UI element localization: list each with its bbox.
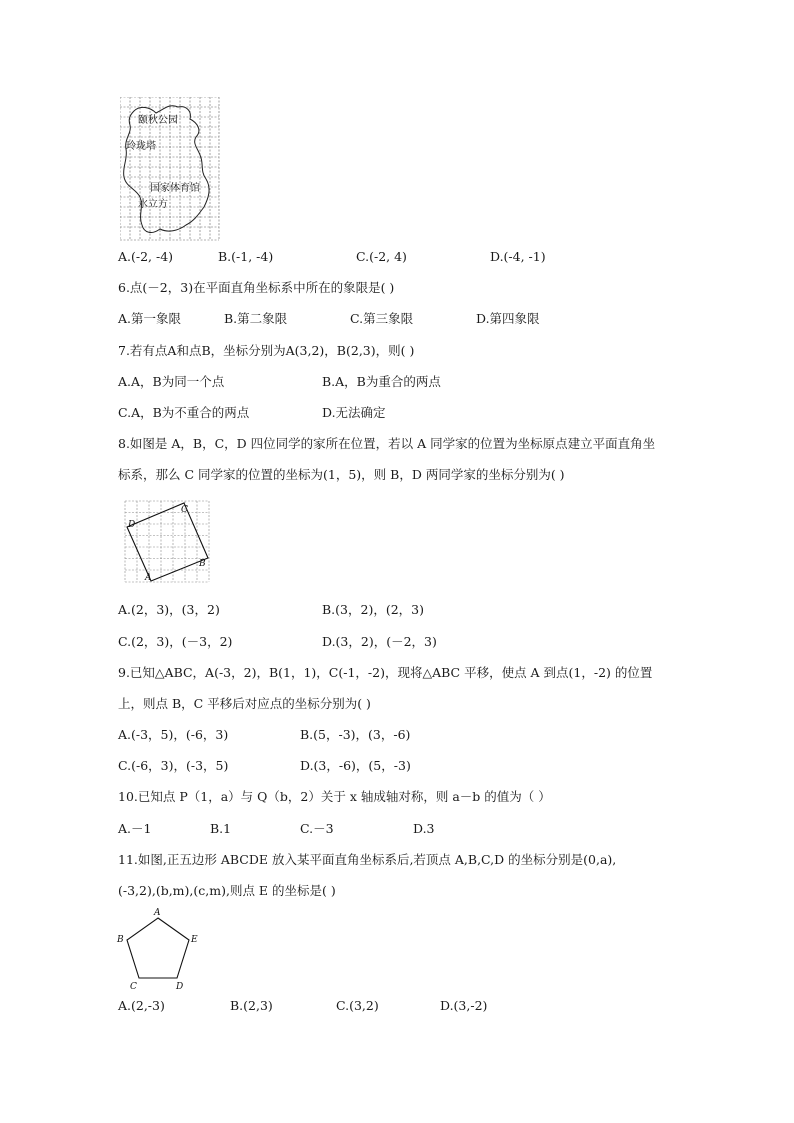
q10-option-a[interactable]: A.－1 xyxy=(118,821,152,836)
q8-label-b: B xyxy=(199,559,206,569)
q10-option-b[interactable]: B.1 xyxy=(210,821,232,836)
q11-label-a: A xyxy=(154,908,161,918)
q11-label-c: C xyxy=(130,982,137,992)
map-label-stadium: 国家体育馆 xyxy=(150,183,200,194)
q9-option-d[interactable]: D.(3，-6)，(5，-3) xyxy=(300,758,411,773)
q6-option-b[interactable]: B.第二象限 xyxy=(224,311,288,326)
q11-label-b: B xyxy=(117,935,124,945)
q6-stem: 6.点(－2，3)在平面直角坐标系中所在的象限是( ) xyxy=(118,280,395,295)
q8-label-d: D xyxy=(128,520,136,530)
q8-option-a[interactable]: A.(2，3)，(3，2) xyxy=(118,602,220,617)
q8-option-d[interactable]: D.(3，2)，(－2，3) xyxy=(322,634,437,649)
q7-stem: 7.若有点A和点B，坐标分别为A(3,2)，B(2,3)，则( ) xyxy=(118,343,415,358)
q11-label-e: E xyxy=(191,935,198,945)
q11-stem-line1: 11.如图,正五边形 ABCDE 放入某平面直角坐标系后,若顶点 A,B,C,D 的坐标分别是(0,a), xyxy=(118,852,617,867)
q5-option-c[interactable]: C.(-2, 4) xyxy=(356,249,407,264)
q7-option-b[interactable]: B.A，B为重合的两点 xyxy=(322,374,441,389)
q10-option-c[interactable]: C.－3 xyxy=(300,821,334,836)
q8-option-c[interactable]: C.(2，3)，(－3，2) xyxy=(118,634,233,649)
q10-stem: 10.已知点 P（1，a）与 Q（b，2）关于 x 轴成轴对称，则 a－b 的值为（ ） xyxy=(118,789,551,804)
q7-option-d[interactable]: D.无法确定 xyxy=(322,405,386,420)
q8-option-b[interactable]: B.(3，2)，(2，3) xyxy=(322,602,424,617)
q11-pentagon-figure xyxy=(114,906,204,992)
map-label-park: 颐秋公园 xyxy=(138,115,178,126)
park-map-figure xyxy=(120,97,220,241)
q9-stem-line2: 上，则点 B，C 平移后对应点的坐标分别为( ) xyxy=(118,696,371,711)
q8-label-c: C xyxy=(181,505,188,515)
q10-option-d[interactable]: D.3 xyxy=(413,821,435,836)
q11-option-d[interactable]: D.(3,-2) xyxy=(440,998,488,1013)
q6-option-d[interactable]: D.第四象限 xyxy=(476,311,540,326)
q7-option-a[interactable]: A.A，B为同一个点 xyxy=(118,374,225,389)
q11-option-c[interactable]: C.(3,2) xyxy=(336,998,379,1013)
q11-label-d: D xyxy=(176,982,184,992)
q9-option-b[interactable]: B.(5，-3)，(3，-6) xyxy=(300,727,411,742)
map-label-watercube: 水立方 xyxy=(138,199,168,210)
q9-stem-line1: 9.已知△ABC，A(-3，2)，B(1，1)，C(-1，-2)，现将△ABC 平移，使点 A 到点(1，-2) 的位置 xyxy=(118,665,653,680)
q7-option-c[interactable]: C.A，B为不重合的两点 xyxy=(118,405,250,420)
map-label-tower: 玲珑塔 xyxy=(126,141,156,152)
q11-stem-line2: (-3,2),(b,m),(c,m),则点 E 的坐标是( ) xyxy=(118,883,336,898)
q11-option-b[interactable]: B.(2,3) xyxy=(230,998,273,1013)
q9-option-a[interactable]: A.(-3，5)，(-6，3) xyxy=(118,727,229,742)
q6-option-a[interactable]: A.第一象限 xyxy=(118,311,182,326)
q5-option-b[interactable]: B.(-1, -4) xyxy=(218,249,274,264)
q8-stem-line1: 8.如图是 A，B，C，D 四位同学的家所在位置，若以 A 同学家的位置为坐标原点建立平面直角坐 xyxy=(118,436,656,451)
q9-option-c[interactable]: C.(-6，3)，(-3，5) xyxy=(118,758,229,773)
q8-label-a: A xyxy=(145,573,152,583)
q8-stem-line2: 标系，那么 C 同学家的位置的坐标为(1，5)，则 B，D 两同学家的坐标分别为( ) xyxy=(118,467,565,482)
q8-grid-figure xyxy=(124,500,214,584)
q11-option-a[interactable]: A.(2,-3) xyxy=(118,998,165,1013)
q5-option-a[interactable]: A.(-2, -4) xyxy=(118,249,174,264)
q5-option-d[interactable]: D.(-4, -1) xyxy=(490,249,546,264)
q6-option-c[interactable]: C.第三象限 xyxy=(350,311,414,326)
